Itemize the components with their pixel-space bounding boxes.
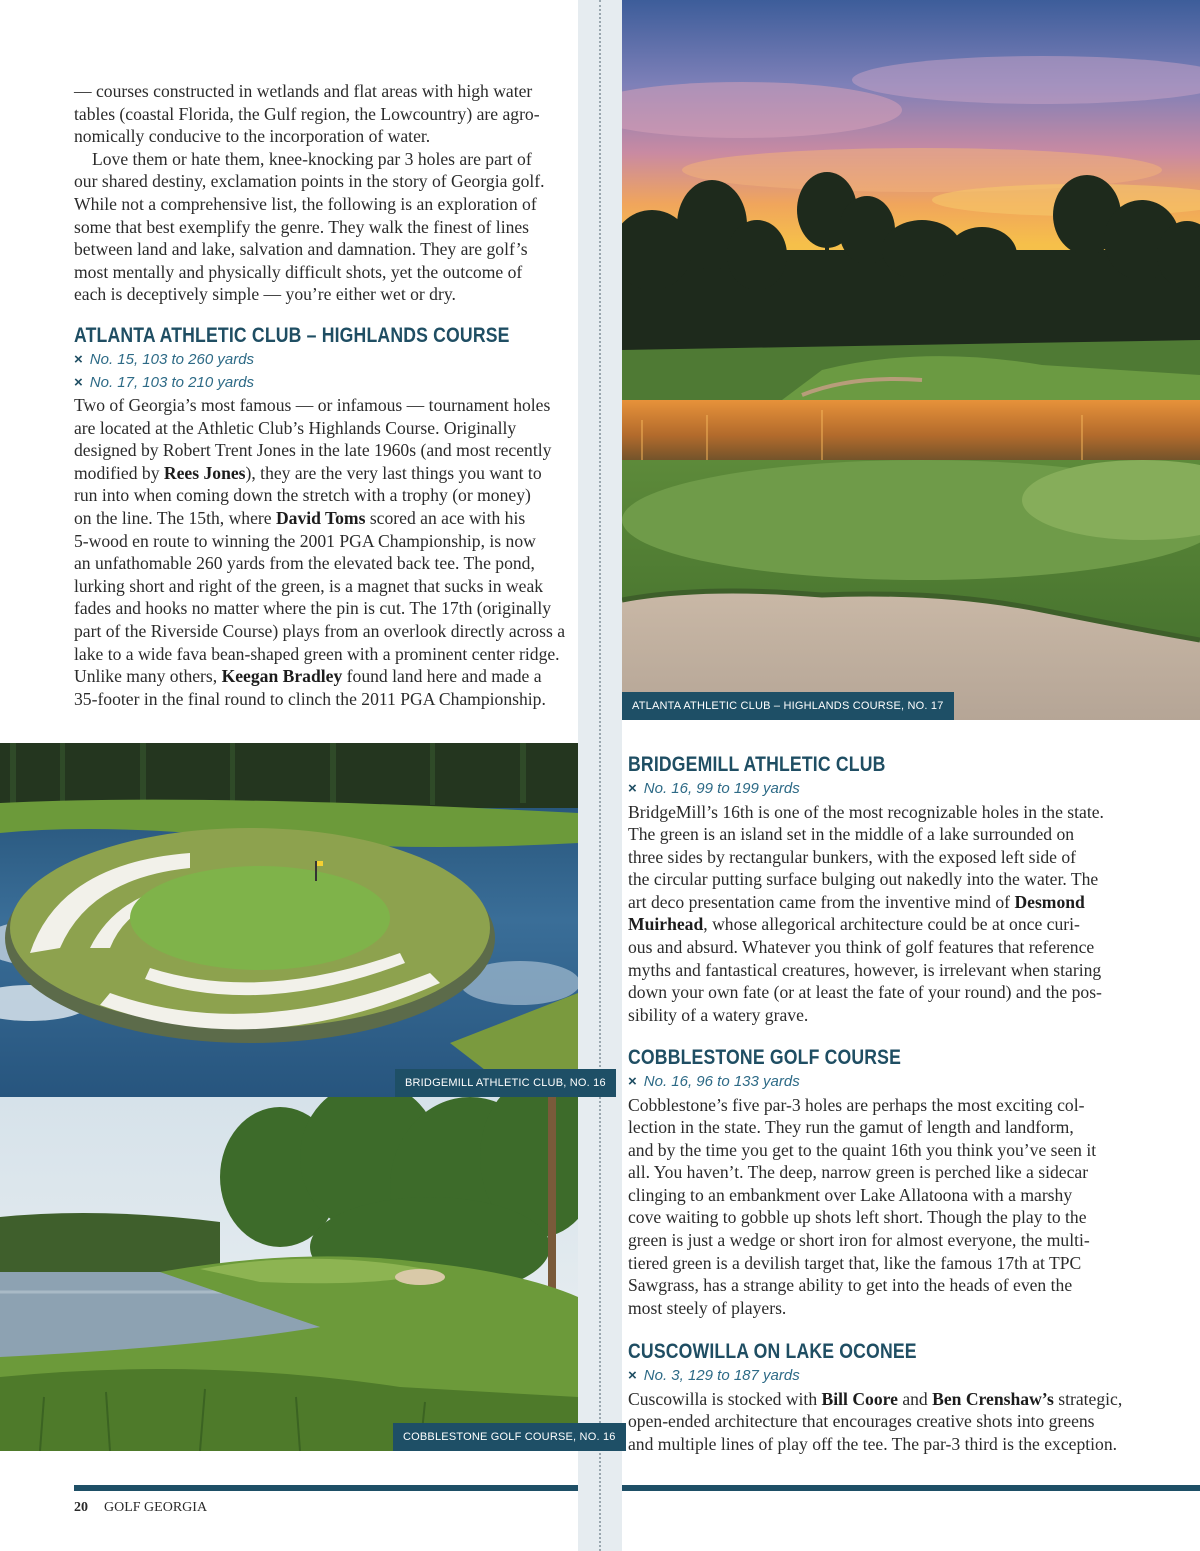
text-line: Cobblestone’s five par-3 holes are perhaps the most exciting col- bbox=[628, 1094, 1085, 1115]
text-line: the circular putting surface bulging out nakedly into the water. The bbox=[628, 869, 1099, 890]
x-bullet-icon: × bbox=[74, 351, 83, 368]
person-name: David Toms bbox=[275, 507, 366, 528]
text-fragment: Cuscowilla is stocked with bbox=[628, 1388, 822, 1409]
text-line: an unfathomable 260 yards from the elevated back tee. The pond, bbox=[74, 553, 535, 574]
sunset-golf-scene bbox=[622, 0, 1200, 720]
text-line: 35-footer in the final round to clinch the 2011 PGA Championship. bbox=[74, 688, 546, 709]
photo-caption-atlanta: ATLANTA ATHLETIC CLUB – HIGHLANDS COURSE, NO. 17 bbox=[622, 692, 954, 720]
text-line: nomically conducive to the incorporation of water. bbox=[74, 126, 431, 147]
text-line: are located at the Athletic Club’s Highlands Course. Originally bbox=[74, 417, 517, 438]
photo-caption-cobblestone: COBBLESTONE GOLF COURSE, NO. 16 bbox=[393, 1423, 626, 1451]
section-heading: BRIDGEMILL ATHLETIC CLUB bbox=[628, 753, 886, 776]
hole-text: No. 16, 99 to 199 yards bbox=[643, 780, 800, 797]
section-bridgemill bbox=[628, 752, 1128, 1026]
page-number: 20 bbox=[74, 1500, 88, 1515]
photo-caption-bridgemill: BRIDGEMILL ATHLETIC CLUB, NO. 16 bbox=[395, 1069, 616, 1097]
text-line: part of the Riverside Course) plays from an overlook directly across a bbox=[74, 620, 566, 641]
section-heading: ATLANTA ATHLETIC CLUB – HIGHLANDS COURSE bbox=[74, 324, 510, 347]
hole-text: No. 16, 96 to 133 yards bbox=[643, 1073, 800, 1090]
footer-rule-right bbox=[622, 1485, 1200, 1491]
text-line: ous and absurd. Whatever you think of golf features that reference bbox=[628, 937, 1095, 958]
text-line: lurking short and right of the green, is a magnet that sucks in weak bbox=[74, 575, 544, 596]
text-line: BridgeMill’s 16th is one of the most recognizable holes in the state. bbox=[628, 801, 1104, 822]
text-line: lake to a wide fava bean-shaped green with a prominent center ridge. bbox=[74, 643, 560, 664]
hole-info bbox=[628, 1365, 1128, 1388]
text-line: Two of Georgia’s most famous — or infamous — tournament holes bbox=[74, 395, 551, 415]
text-fragment: modified by bbox=[74, 462, 164, 483]
text-line bbox=[628, 891, 1128, 914]
photo-cobblestone bbox=[0, 1097, 578, 1451]
text-line: down your own fate (or at least the fate of your round) and the pos- bbox=[628, 982, 1102, 1003]
section-paragraph bbox=[628, 1388, 1128, 1456]
text-line: and by the time you get to the quaint 16th you think you’ve seen it bbox=[628, 1139, 1097, 1160]
text-line: myths and fantastical creatures, however, is irrelevant when staring bbox=[628, 959, 1102, 980]
text-line: lection in the state. They run the gamut of length and landform, bbox=[628, 1117, 1074, 1138]
section-atlanta bbox=[74, 323, 574, 710]
text-line: clinging to an embankment over Lake Allatoona with a marshy bbox=[628, 1184, 1073, 1205]
person-name: Muirhead bbox=[628, 914, 704, 935]
hole-info bbox=[74, 349, 574, 372]
text-line: tables (coastal Florida, the Gulf region, the Lowcountry) are agro- bbox=[74, 103, 540, 124]
section-cuscowilla bbox=[628, 1339, 1128, 1455]
text-fragment: art deco presentation came from the inventive mind of bbox=[628, 891, 1015, 912]
hole-info bbox=[74, 372, 574, 395]
text-fragment: , whose allegorical architecture could be at once curi- bbox=[703, 914, 1080, 935]
text-line: Sawgrass, has a strange ability to get into the heads of even the bbox=[628, 1275, 1073, 1296]
person-name: Ben Crenshaw’s bbox=[932, 1388, 1054, 1409]
text-line bbox=[628, 913, 1128, 936]
text-line: tiered green is a devilish target that, like the famous 17th at TPC bbox=[628, 1252, 1082, 1273]
text-line: sibility of a watery grave. bbox=[628, 1004, 809, 1025]
text-line: between land and lake, salvation and damnation. They are golf’s bbox=[74, 239, 528, 260]
text-line: most mentally and physically difficult shots, yet the outcome of bbox=[74, 261, 523, 282]
person-name: Desmond bbox=[1014, 891, 1085, 912]
text-line bbox=[74, 462, 574, 485]
lakeside-green-scene bbox=[0, 1097, 578, 1451]
text-line: 5-wood en route to winning the 2001 PGA Championship, is now bbox=[74, 530, 536, 551]
text-line: — courses constructed in wetlands and flat areas with high water bbox=[74, 81, 533, 101]
x-bullet-icon: × bbox=[628, 1367, 637, 1384]
text-line bbox=[74, 665, 574, 688]
text-line: fades and hooks no matter where the pin is cut. The 17th (originally bbox=[74, 598, 552, 619]
text-line: green is just a wedge or short iron for almost everyone, the multi- bbox=[628, 1230, 1090, 1251]
text-line: each is deceptively simple — you’re either wet or dry. bbox=[74, 284, 456, 305]
text-line: most steely of players. bbox=[628, 1297, 787, 1318]
text-line: run into when coming down the stretch with a trophy (or money) bbox=[74, 485, 531, 506]
page-folio bbox=[74, 1500, 207, 1516]
section-cobblestone bbox=[628, 1045, 1128, 1319]
text-line: three sides by rectangular bunkers, with the exposed left side of bbox=[628, 846, 1077, 867]
x-bullet-icon: × bbox=[628, 1073, 637, 1090]
hole-text: No. 3, 129 to 187 yards bbox=[643, 1367, 800, 1384]
x-bullet-icon: × bbox=[628, 780, 637, 797]
text-fragment: Unlike many others, bbox=[74, 666, 222, 687]
text-fragment: on the line. The 15th, where bbox=[74, 507, 276, 528]
intro-text bbox=[74, 80, 574, 306]
section-heading: CUSCOWILLA ON LAKE OCONEE bbox=[628, 1340, 917, 1363]
section-paragraph bbox=[628, 801, 1128, 1027]
photo-atlanta-athletic-club bbox=[622, 0, 1200, 720]
gutter-divider bbox=[599, 0, 601, 1551]
footer-rule-left bbox=[74, 1485, 578, 1491]
text-line bbox=[74, 507, 574, 530]
text-fragment: scored an ace with his bbox=[365, 507, 526, 528]
text-line: While not a comprehensive list, the following is an exploration of bbox=[74, 193, 537, 214]
hole-info bbox=[628, 1071, 1128, 1094]
text-fragment: and bbox=[897, 1388, 933, 1409]
person-name: Keegan Bradley bbox=[221, 666, 343, 687]
hole-text: No. 15, 103 to 260 yards bbox=[89, 351, 255, 368]
text-line: all. You haven’t. The deep, narrow green is perched like a sidecar bbox=[628, 1162, 1089, 1183]
section-paragraph bbox=[74, 394, 574, 710]
intro-paragraph-1 bbox=[74, 80, 574, 148]
hole-text: No. 17, 103 to 210 yards bbox=[89, 373, 255, 391]
text-line: designed by Robert Trent Jones in the late 1960s (and most recently bbox=[74, 440, 552, 461]
hole-info bbox=[628, 778, 1128, 801]
photo-bridgemill bbox=[0, 743, 578, 1097]
text-fragment: ), they are the very last things you want to bbox=[245, 462, 542, 483]
person-name: Rees Jones bbox=[163, 462, 246, 483]
section-heading: COBBLESTONE GOLF COURSE bbox=[628, 1046, 902, 1069]
magazine-name: GOLF GEORGIA bbox=[104, 1500, 208, 1515]
island-green-scene bbox=[0, 743, 578, 1097]
text-line: cove waiting to gobble up shots left short. Though the play to the bbox=[628, 1207, 1087, 1228]
text-line: open-ended architecture that encourages creative shots into greens bbox=[628, 1411, 1095, 1432]
person-name: Bill Coore bbox=[821, 1388, 898, 1409]
text-line: Love them or hate them, knee-knocking par 3 holes are part of bbox=[92, 148, 532, 169]
text-line: some that best exemplify the genre. They walk the finest of lines bbox=[74, 216, 530, 237]
intro-paragraph-2 bbox=[74, 148, 574, 306]
text-line: and multiple lines of play off the tee. The par-3 third is the exception. bbox=[628, 1433, 1118, 1454]
text-line bbox=[628, 1388, 1128, 1411]
text-line: The green is an island set in the middle of a lake surrounded on bbox=[628, 824, 1075, 845]
text-fragment: found land here and made a bbox=[342, 666, 542, 687]
section-paragraph bbox=[628, 1094, 1128, 1320]
text-line: our shared destiny, exclamation points in the story of Georgia golf. bbox=[74, 171, 545, 192]
text-fragment: strategic, bbox=[1053, 1388, 1123, 1409]
x-bullet-icon: × bbox=[74, 373, 83, 391]
